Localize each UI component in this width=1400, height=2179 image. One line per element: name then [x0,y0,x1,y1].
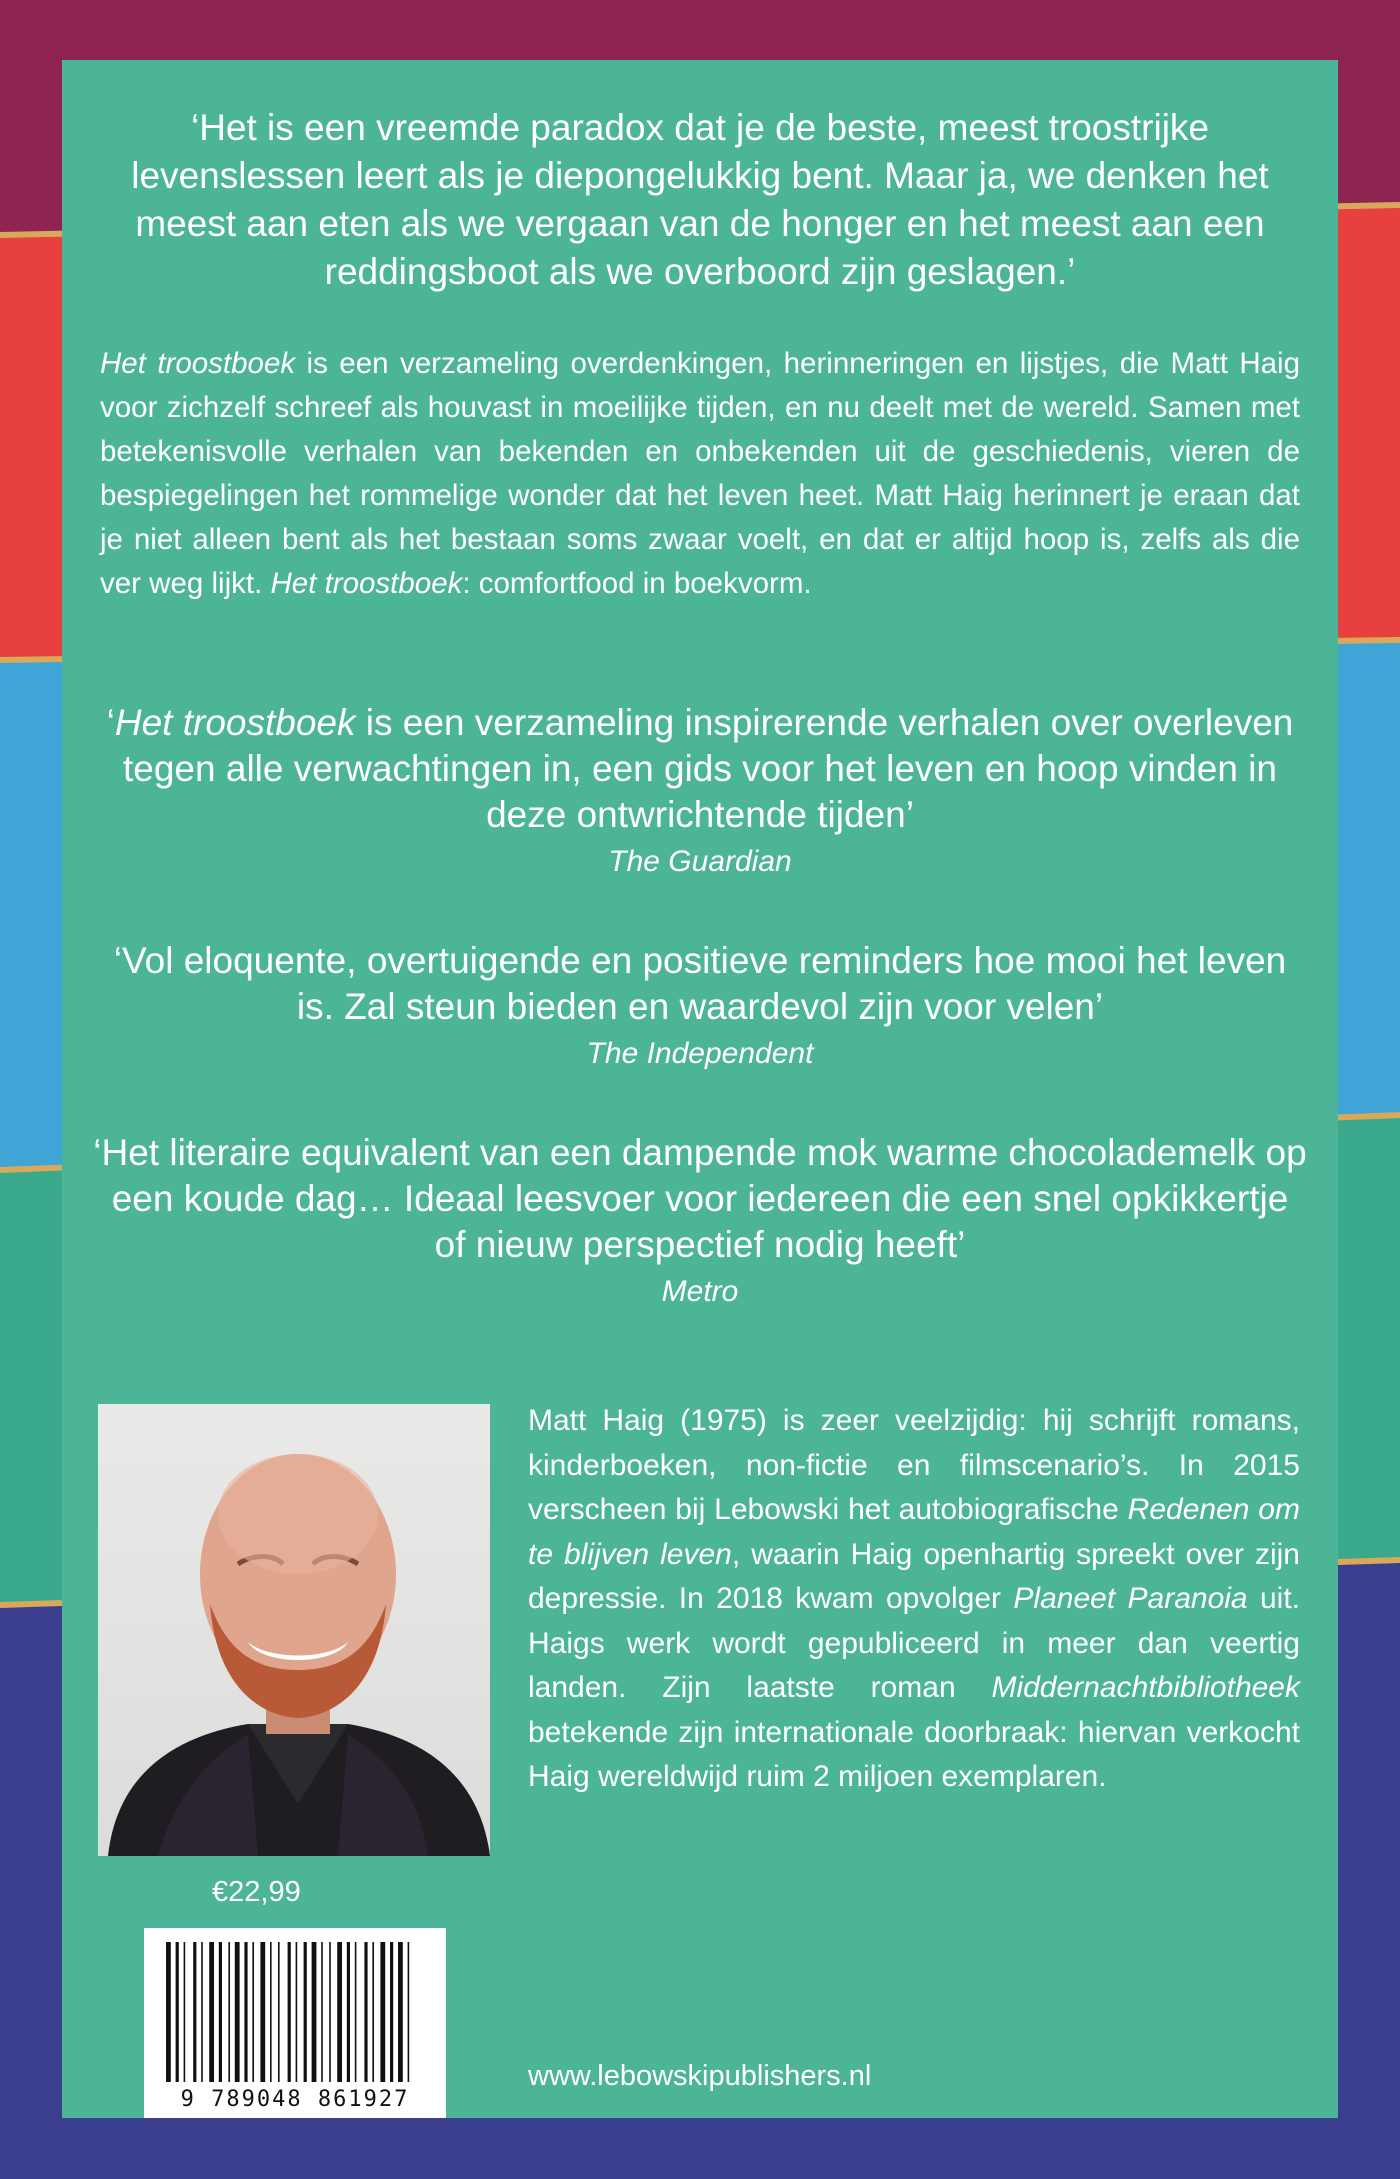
back-cover-panel [62,60,1338,2118]
barcode-bar [355,1942,357,2082]
review-source: The Independent [586,1037,814,1070]
author-portrait-drawing [98,1404,490,1856]
barcode-bar [166,1942,171,2082]
description-text: is een verzameling overdenkingen, herinneringen en lijstjes, die Matt Haig voor zichzelf schreef als houvast in moeilijke tijden, en nu deelt met de wereld. Samen met betekenisvolle verhalen van bekenden en onbekenden uit de geschiedenis, vieren de bespiegelingen het rommelige wonder dat het leven heet. Matt Haig herinnert je eraan dat je niet alleen bent als het bestaan soms zwaar voelt, en dat er altijd hoop is, zelfs als die ver weg lijkt. [100,347,1301,600]
barcode-bar [235,1942,240,2082]
barcode-bar [278,1942,280,2082]
book-description [100,342,1300,606]
price-label: €22,99 [212,1876,301,1908]
barcode-bar [252,1942,254,2082]
bio-text: uit. Haigs werk wordt gepubliceerd in meer dan veertig landen. Zijn laatste roman [528,1582,1301,1704]
barcode-bar [270,1942,272,2082]
lead-quote: ‘Het is een vreemde paradox dat je de beste, meest troostrijke levenslessen leert als je diepongelukkig bent. Maar ja, we denken het meest aan eten als we vergaan van de honger en het meest aan een reddingsboot als we overboord zijn geslagen.’ [131,107,1269,292]
book-title-italic: Het troostboek [270,567,463,600]
barcode-bar [390,1942,393,2082]
isbn-number: 9 789048 861927 [180,2087,410,2112]
barcode-bar [228,1942,230,2082]
barcode-icon [144,1928,446,2118]
barcode-bar [337,1942,342,2082]
barcode-bar [380,1942,385,2082]
barcode-bar [201,1942,203,2082]
review-text: is een verzameling inspirerende verhalen over overleven tegen alle verwachtingen in, een gids voor het leven en hoop vinden in deze ontwrichtende tijden’ [123,702,1294,835]
barcode-bar [209,1942,214,2082]
barcode-bar [219,1942,222,2082]
barcode-bar [347,1942,350,2082]
barcode-bar [398,1942,403,2082]
barcode-bar [304,1942,307,2082]
review-quote [92,700,1308,884]
barcode-bar [408,1942,410,2082]
barcode-bar [372,1942,374,2082]
barcode-bar [260,1942,265,2082]
barcode-bar [321,1942,323,2082]
bio-book-title: Middernachtbibliotheek [991,1671,1300,1704]
description-text: : comfortfood in boekvorm. [462,567,812,600]
review-source: Metro [661,1275,739,1308]
barcode-bar [184,1942,186,2082]
bio-text: betekende zijn internationale doorbraak: hiervan verkocht Haig wereldwijd ruim 2 miljoen exemplaren. [528,1715,1300,1793]
book-title-italic: Het troostboek [100,347,296,380]
barcode-bar [329,1942,331,2082]
review-text: ‘Het literaire equivalent van een dampende mok warme chocolademelk op een koude dag… Ideaal leesvoer voor iedereen die een snel opkikkertje of nieuw perspectief nodig heeft’ [93,1132,1307,1265]
barcode-bar [364,1942,367,2082]
review-text: ‘Vol eloquente, overtuigende en positieve reminders hoe mooi het leven is. Zal steun bieden en waardevol zijn voor velen’ [113,940,1287,1027]
review-open-mark: ‘ [106,702,115,743]
barcode-bar [296,1942,298,2082]
bio-book-title: Redenen om te blijven leven [528,1493,1300,1571]
bio-text: , waarin Haig openhartig spreekt over zijn depressie. In 2018 kwam opvolger [528,1537,1300,1615]
barcode-bar [312,1942,317,2082]
review-source: The Guardian [608,845,792,878]
review-quote [92,938,1308,1076]
barcode-bar [176,1942,179,2082]
bio-text: Matt Haig (1975) is zeer veelzijdig: hij schrijft romans, kinderboeken, non-fictie en filmscenario’s. In 2015 verscheen bij Lebowski het autobiografische [528,1404,1300,1526]
author-bio [528,1399,1300,1800]
barcode-bar [244,1942,247,2082]
author-portrait-icon [98,1404,490,1856]
publisher-website: www.lebowskipublishers.nl [528,2060,872,2092]
review-quote [92,1130,1308,1314]
review-title-italic: Het troostboek [114,702,356,743]
barcode-bar [193,1942,196,2082]
barcode-bar [288,1942,291,2082]
bio-book-title: Planeet Paranoia [1013,1582,1248,1615]
